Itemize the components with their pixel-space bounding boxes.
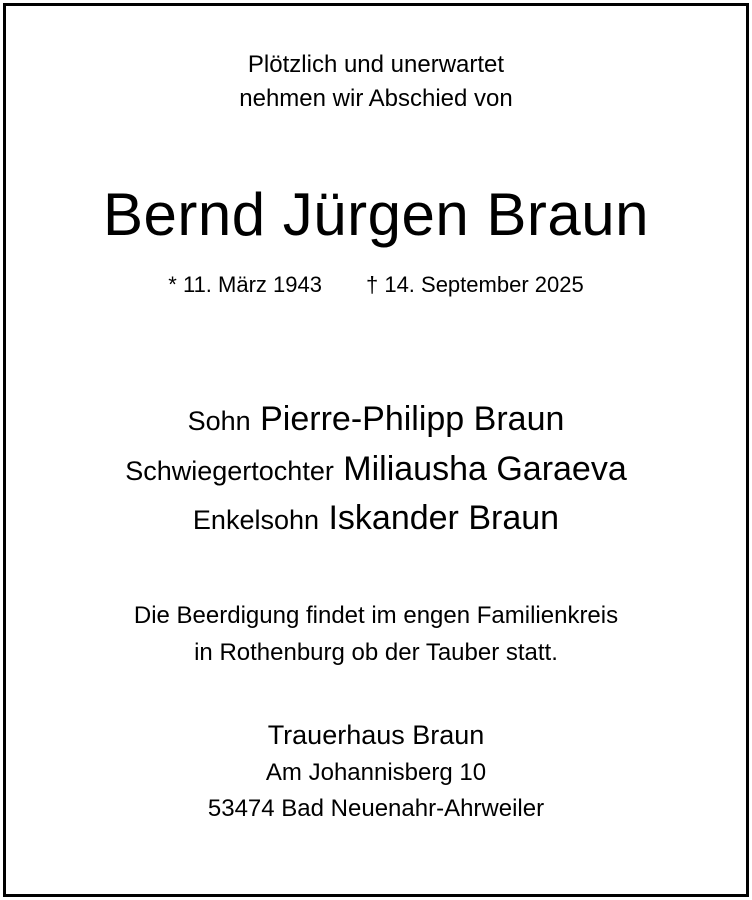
mourner-role: Sohn: [187, 406, 251, 436]
mourner-daughter-in-law: [0, 448, 752, 492]
mourning-house-street: Am Johannisberg 10: [265, 759, 487, 786]
mourner-role: Schwiegertochter: [125, 456, 334, 486]
mourning-house-city: 53474 Bad Neuenahr-Ahrweiler: [207, 795, 545, 822]
intro-line-2: nehmen wir Abschied von: [239, 85, 513, 112]
intro-line-1: Plötzlich und unerwartet: [247, 51, 505, 78]
birth-date: * 11. März 1943: [168, 272, 322, 297]
mourner-name: Pierre-Philipp Braun: [260, 400, 565, 438]
mourner-role: Enkelsohn: [192, 505, 320, 535]
deceased-name: Bernd Jürgen Braun: [102, 181, 649, 248]
funeral-notice-line-1: Die Beerdigung findet im engen Familienkreis: [133, 602, 619, 629]
death-date: † 14. September 2025: [365, 272, 584, 297]
mourner-son: [0, 398, 752, 442]
mourner-grandson: [0, 497, 752, 541]
mourner-name: Iskander Braun: [328, 499, 560, 537]
mourner-name: Miliausha Garaeva: [343, 450, 627, 488]
life-dates: [0, 271, 752, 299]
mourning-house-name: Trauerhaus Braun: [267, 720, 485, 750]
funeral-notice-line-2: in Rothenburg ob der Tauber statt.: [194, 639, 558, 666]
